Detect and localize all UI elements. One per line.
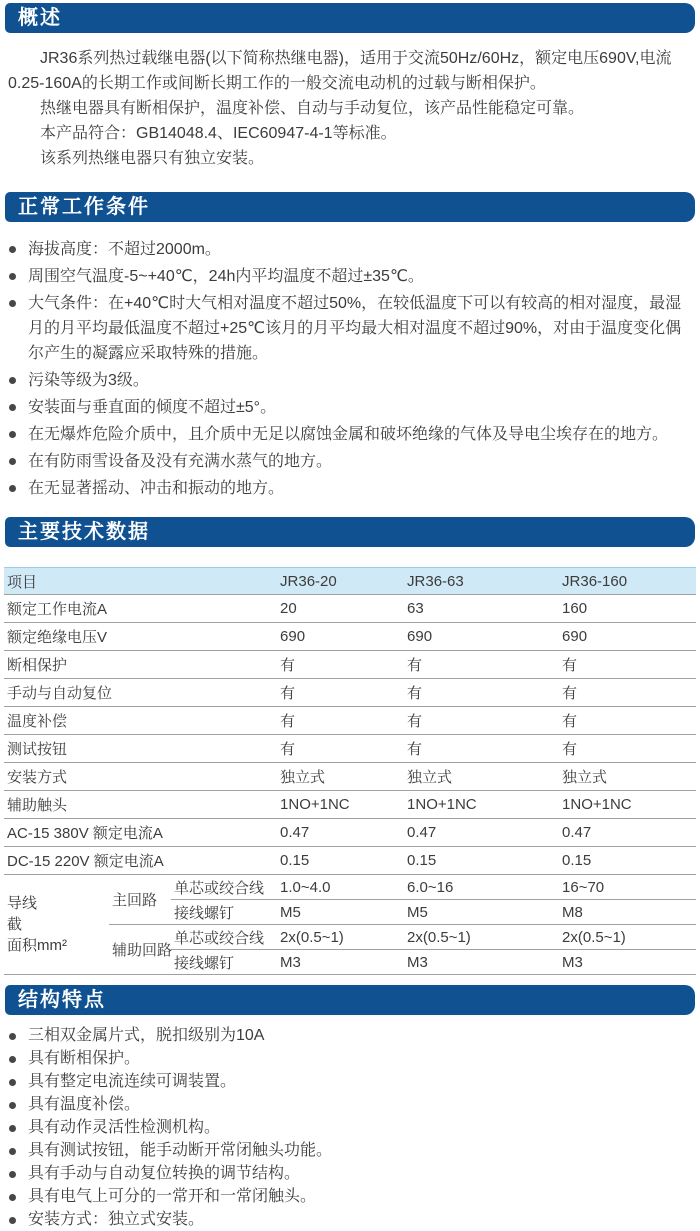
table-row <box>4 819 696 847</box>
spacer <box>0 975 700 985</box>
table-cell: 独立式 <box>559 763 696 791</box>
table-cell: 160 <box>559 595 696 623</box>
section-title-working-conditions: 正常工作条件 <box>18 196 150 218</box>
wire-subgroup-label: 主回路 <box>109 875 171 925</box>
structure-features-list <box>0 1025 692 1231</box>
table-cell: 2x(0.5~1) <box>559 925 696 950</box>
table-cell: 有 <box>559 679 696 707</box>
table-cell: 0.15 <box>559 847 696 875</box>
table-header-cell: JR36-63 <box>404 568 559 595</box>
table-cell-label: 安装方式 <box>4 763 277 791</box>
bullet-item: 具有整定电流连续可调装置。 <box>0 1071 692 1093</box>
bullet-item: 海拔高度：不超过2000m。 <box>0 237 692 262</box>
table-row-wire <box>4 875 696 900</box>
table-cell-label: 额定绝缘电压V <box>4 623 277 651</box>
bullet-item: 在有防雨雪设备及没有充满水蒸气的地方。 <box>0 449 692 474</box>
bullet-item: 大气条件：在+40℃时大气相对温度不超过50%，在较低温度下可以有较高的相对湿度，最湿月的月平均最低温度不超过+25℃该月的月平均最大相对温度不超过90%，对由于温度变化偶尔产生的凝露应采取特殊的措施。 <box>0 291 692 366</box>
table-cell-label: 测试按钮 <box>4 735 277 763</box>
overview-paragraph: 该系列热继电器只有独立安装。 <box>40 150 265 167</box>
table-cell-label: 断相保护 <box>4 651 277 679</box>
table-row <box>4 763 696 791</box>
table-cell: 690 <box>404 623 559 651</box>
table-cell: 0.47 <box>404 819 559 847</box>
table-cell: 有 <box>277 707 404 735</box>
table-cell: 有 <box>559 651 696 679</box>
bullet-item: 安装方式：独立式安装。 <box>0 1209 692 1231</box>
bullet-item: 周围空气温度-5~+40℃，24h内平均温度不超过±35℃。 <box>0 264 692 289</box>
table-cell: M3 <box>277 950 404 975</box>
working-conditions-list <box>0 237 692 501</box>
spacer <box>0 503 700 517</box>
table-header-cell: JR36-160 <box>559 568 696 595</box>
bullet-item: 具有测试按钮，能手动断开常闭触头功能。 <box>0 1140 692 1162</box>
bullet-item: 具有动作灵活性检测机构。 <box>0 1117 692 1139</box>
table-cell-label: 额定工作电流A <box>4 595 277 623</box>
wire-type-label: 接线螺钉 <box>171 950 277 975</box>
table-header-cell: JR36-20 <box>277 568 404 595</box>
section-title-structure-features: 结构特点 <box>18 989 106 1011</box>
table-row <box>4 707 696 735</box>
table-cell: 有 <box>404 707 559 735</box>
section-structure-features <box>0 985 700 1231</box>
tech-data-table <box>4 567 696 975</box>
wire-subgroup-label: 辅助回路 <box>109 925 171 975</box>
bullet-item: 三相双金属片式，脱扣级别为10A <box>0 1025 692 1047</box>
section-header-overview <box>5 3 695 33</box>
table-cell: 63 <box>404 595 559 623</box>
bullet-item: 污染等级为3级。 <box>0 368 692 393</box>
table-cell: 2x(0.5~1) <box>277 925 404 950</box>
table-row <box>4 735 696 763</box>
table-cell-label: 手动与自动复位 <box>4 679 277 707</box>
table-cell: 有 <box>404 679 559 707</box>
table-cell: 1.0~4.0 <box>277 875 404 900</box>
overview-paragraph: JR36系列热过载继电器(以下简称热继电器)，适用于交流50Hz/60Hz，额定电压690V,电流0.25-160A的长期工作或间断长期工作的一般交流电动机的过载与断相保护。 <box>8 50 672 92</box>
bullet-item: 具有电气上可分的一常开和一常闭触头。 <box>0 1186 692 1208</box>
table-row <box>4 791 696 819</box>
wire-type-label: 单芯或绞合线 <box>171 875 277 900</box>
table-cell: M8 <box>559 900 696 925</box>
table-cell: M5 <box>277 900 404 925</box>
bullet-item: 在无爆炸危险介质中，且介质中无足以腐蚀金属和破坏绝缘的气体及导电尘埃存在的地方。 <box>0 422 692 447</box>
section-title-overview: 概述 <box>18 7 62 29</box>
section-title-tech-data: 主要技术数据 <box>18 521 150 543</box>
table-row <box>4 595 696 623</box>
bullet-item: 安装面与垂直面的倾度不超过±5°。 <box>0 395 692 420</box>
table-cell: 20 <box>277 595 404 623</box>
table-cell: 有 <box>559 707 696 735</box>
table-cell: 有 <box>559 735 696 763</box>
table-cell: M5 <box>404 900 559 925</box>
table-cell: 独立式 <box>404 763 559 791</box>
table-row <box>4 623 696 651</box>
table-cell: 有 <box>404 735 559 763</box>
bullet-item: 在无显著摇动、冲击和振动的地方。 <box>0 476 692 501</box>
table-cell-label: 辅助触头 <box>4 791 277 819</box>
table-cell: M3 <box>559 950 696 975</box>
table-cell: 有 <box>277 651 404 679</box>
table-header-row <box>4 568 696 595</box>
table-row <box>4 847 696 875</box>
bullet-item: 具有断相保护。 <box>0 1048 692 1070</box>
table-cell: 有 <box>404 651 559 679</box>
table-cell: 690 <box>559 623 696 651</box>
table-header-cell: 项目 <box>4 568 277 595</box>
table-cell-label: 温度补偿 <box>4 707 277 735</box>
table-cell: 0.47 <box>277 819 404 847</box>
table-row <box>4 679 696 707</box>
table-cell: 0.15 <box>277 847 404 875</box>
section-overview <box>0 3 700 171</box>
overview-paragraph: 热继电器具有断相保护，温度补偿、自动与手动复位，该产品性能稳定可靠。 <box>40 100 585 117</box>
section-working-conditions <box>0 192 700 501</box>
table-cell: 独立式 <box>277 763 404 791</box>
table-cell: M3 <box>404 950 559 975</box>
table-cell: 0.15 <box>404 847 559 875</box>
table-cell: 2x(0.5~1) <box>404 925 559 950</box>
overview-paragraphs <box>8 46 692 171</box>
table-cell: 690 <box>277 623 404 651</box>
table-cell-label: DC-15 220V 额定电流A <box>4 847 277 875</box>
section-header-tech-data <box>5 517 695 547</box>
wire-type-label: 单芯或绞合线 <box>171 925 277 950</box>
table-cell: 0.47 <box>559 819 696 847</box>
table-cell: 1NO+1NC <box>277 791 404 819</box>
wire-group-label: 导线 截 面积mm² <box>4 875 109 975</box>
table-cell: 有 <box>277 735 404 763</box>
section-tech-data <box>0 517 700 975</box>
wire-type-label: 接线螺钉 <box>171 900 277 925</box>
section-header-structure-features <box>5 985 695 1015</box>
bullet-item: 具有手动与自动复位转换的调节结构。 <box>0 1163 692 1185</box>
bullet-item: 具有温度补偿。 <box>0 1094 692 1116</box>
table-cell-label: AC-15 380V 额定电流A <box>4 819 277 847</box>
table-row <box>4 651 696 679</box>
section-header-working-conditions <box>5 192 695 222</box>
overview-paragraph: 本产品符合：GB14048.4、IEC60947-4-1等标准。 <box>40 125 397 142</box>
table-cell: 6.0~16 <box>404 875 559 900</box>
table-cell: 16~70 <box>559 875 696 900</box>
table-cell: 1NO+1NC <box>404 791 559 819</box>
table-cell: 1NO+1NC <box>559 791 696 819</box>
table-cell: 有 <box>277 679 404 707</box>
spacer <box>0 171 700 192</box>
